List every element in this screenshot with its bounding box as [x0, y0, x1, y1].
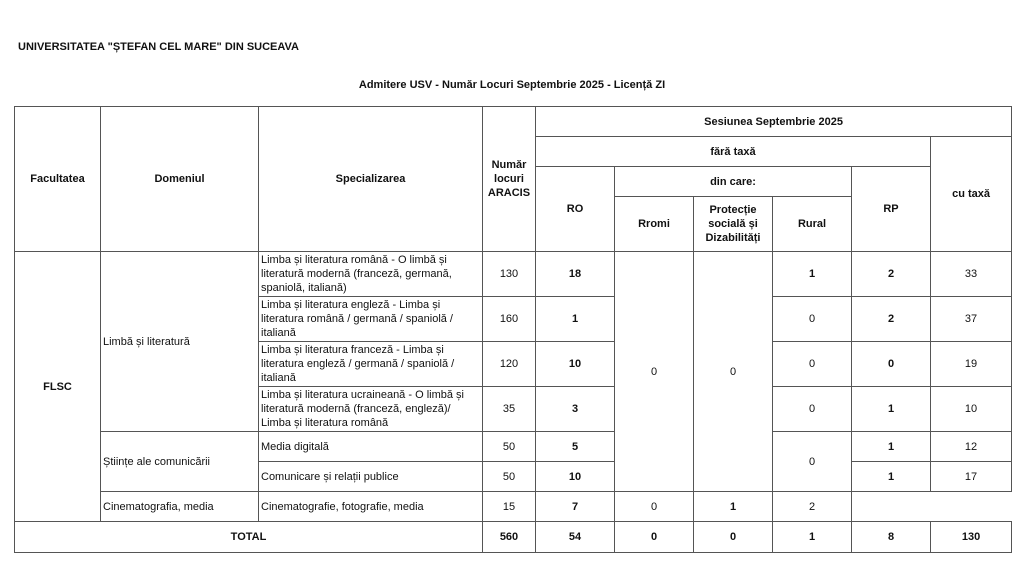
table-row — [15, 432, 1012, 462]
specializare-cell: Media digitală — [259, 432, 483, 462]
rp-cell: 2 — [852, 297, 931, 342]
header-rp: RP — [852, 167, 931, 252]
header-rural: Rural — [773, 197, 852, 252]
header-ro: RO — [536, 167, 615, 252]
specializare-cell: Cinematografie, fotografie, media — [259, 492, 483, 522]
rp-cell: 0 — [852, 342, 931, 387]
aracis-cell: 35 — [483, 387, 536, 432]
header-protectie: Protecție socială și Dizabilități — [694, 197, 773, 252]
domeniu-cell: Limbă și literatură — [101, 252, 259, 432]
total-rp: 8 — [852, 522, 931, 553]
aracis-cell: 15 — [483, 492, 536, 522]
rromi-cell: 0 — [615, 252, 694, 492]
rural-cell: 0 — [773, 297, 852, 342]
header-specializarea: Specializarea — [259, 107, 483, 252]
domeniu-cell: Cinematografia, media — [101, 492, 259, 522]
cu-taxa-cell: 10 — [931, 387, 1012, 432]
cu-taxa-cell: 19 — [931, 342, 1012, 387]
rp-cell: 1 — [852, 462, 931, 492]
aracis-cell: 50 — [483, 432, 536, 462]
specializare-cell: Limba și literatura ucraineană - O limbă și literatură modernă (franceză, engleză)/ Limba și literatura română — [259, 387, 483, 432]
ro-cell: 10 — [536, 462, 615, 492]
rural-cell: 0 — [773, 342, 852, 387]
ro-cell: 7 — [536, 492, 615, 522]
total-row — [15, 522, 1012, 553]
total-label: TOTAL — [15, 522, 483, 553]
ro-cell: 3 — [536, 387, 615, 432]
domeniu-cell: Științe ale comunicării — [101, 432, 259, 492]
cu-taxa-cell: 33 — [931, 252, 1012, 297]
ro-cell: 10 — [536, 342, 615, 387]
rural-cell: 1 — [773, 252, 852, 297]
rural-cell: 0 — [615, 492, 694, 522]
specializare-cell: Comunicare și relații publice — [259, 462, 483, 492]
cu-taxa-cell: 2 — [773, 492, 852, 522]
rp-cell: 1 — [852, 432, 931, 462]
rp-cell: 2 — [852, 252, 931, 297]
university-name: UNIVERSITATEA "ȘTEFAN CEL MARE" DIN SUCEAVA — [18, 41, 299, 53]
specializare-cell: Limba și literatura engleză - Limba și literatura română / germană / spaniolă / italiană — [259, 297, 483, 342]
header-aracis: Număr locuri ARACIS — [483, 107, 536, 252]
cu-taxa-cell: 12 — [931, 432, 1012, 462]
rp-cell: 1 — [852, 387, 931, 432]
total-rromi: 0 — [615, 522, 694, 553]
cu-taxa-cell: 37 — [931, 297, 1012, 342]
total-ro: 54 — [536, 522, 615, 553]
aracis-cell: 120 — [483, 342, 536, 387]
table-row — [15, 252, 1012, 297]
total-protectie: 0 — [694, 522, 773, 553]
header-rromi: Rromi — [615, 197, 694, 252]
rp-cell: 1 — [694, 492, 773, 522]
aracis-cell: 130 — [483, 252, 536, 297]
rural-cell: 0 — [773, 387, 852, 432]
page-title: Admitere USV - Număr Locuri Septembrie 2025 - Licență ZI — [358, 79, 666, 91]
rural-cell: 0 — [773, 432, 852, 492]
header-domeniul: Domeniul — [101, 107, 259, 252]
specializare-cell: Limba și literatura franceză - Limba și literatura engleză / germană / spaniolă / italiană — [259, 342, 483, 387]
header-fara-taxa: fără taxă — [536, 137, 931, 167]
table-row — [15, 492, 1012, 522]
aracis-cell: 160 — [483, 297, 536, 342]
total-aracis: 560 — [483, 522, 536, 553]
total-rural: 1 — [773, 522, 852, 553]
header-cu-taxa: cu taxă — [931, 137, 1012, 252]
cu-taxa-cell: 17 — [931, 462, 1012, 492]
header-din-care: din care: — [615, 167, 852, 197]
aracis-cell: 50 — [483, 462, 536, 492]
ro-cell: 1 — [536, 297, 615, 342]
header-sesiunea: Sesiunea Septembrie 2025 — [536, 107, 1012, 137]
ro-cell: 5 — [536, 432, 615, 462]
total-cu-taxa: 130 — [931, 522, 1012, 553]
admission-table — [14, 106, 1012, 553]
header-facultatea: Facultatea — [15, 107, 101, 252]
protectie-cell: 0 — [694, 252, 773, 492]
facultate-cell: FLSC — [15, 252, 101, 522]
ro-cell: 18 — [536, 252, 615, 297]
specializare-cell: Limba și literatura română - O limbă și literatură modernă (franceză, germană, spaniolă, italiană) — [259, 252, 483, 297]
